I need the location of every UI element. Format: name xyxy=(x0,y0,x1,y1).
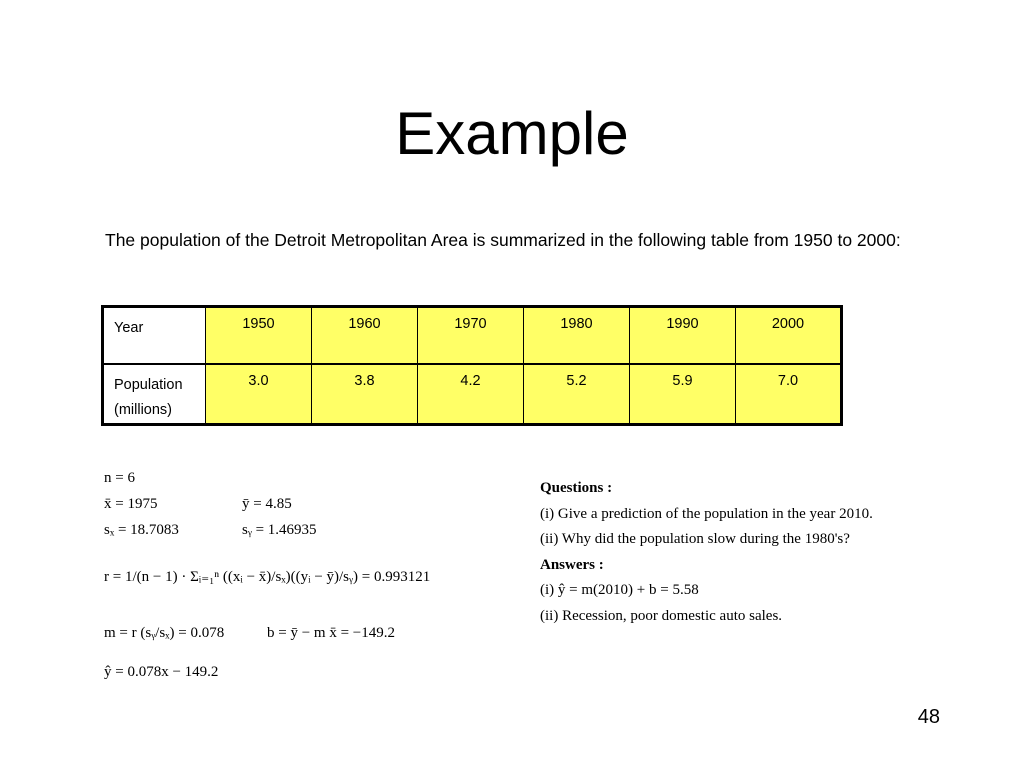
question-1: (i) Give a prediction of the population in the year 2010. xyxy=(540,505,873,522)
year-row xyxy=(103,307,842,364)
y-mean: ȳ = 4.85 xyxy=(242,496,292,512)
year-cell: 1960 xyxy=(312,307,418,364)
x-std-dev: sₓ = 18.7083 xyxy=(104,522,179,538)
population-cell: 5.9 xyxy=(630,364,736,425)
statistics-formulas xyxy=(104,463,504,693)
answer-1: (i) ŷ = m(2010) + b = 5.58 xyxy=(540,582,699,598)
answer-2: (ii) Recession, poor domestic auto sales. xyxy=(540,607,783,624)
slope-formula: m = r (sᵧ/sₓ) = 0.078 xyxy=(104,625,225,641)
answers-heading: Answers : xyxy=(540,556,604,573)
questions-answers xyxy=(540,478,960,631)
intercept-formula: b = ȳ − m x̄ = −149.2 xyxy=(267,625,396,641)
y-std-dev: sᵧ = 1.46935 xyxy=(242,522,317,538)
questions-heading: Questions : xyxy=(540,480,613,496)
slide-title: Example xyxy=(395,100,629,167)
year-cell: 1990 xyxy=(630,307,736,364)
n-value: n = 6 xyxy=(104,470,135,486)
year-header: Year xyxy=(103,307,206,364)
x-mean: x̄ = 1975 xyxy=(104,496,158,512)
question-2: (ii) Why did the population slow during the 1980's? xyxy=(540,531,850,547)
year-cell: 2000 xyxy=(736,307,842,364)
population-cell: 5.2 xyxy=(524,364,630,425)
population-cell: 3.8 xyxy=(312,364,418,425)
regression-equation: ŷ = 0.078x − 149.2 xyxy=(104,664,219,680)
population-cell: 4.2 xyxy=(418,364,524,425)
population-row xyxy=(103,364,842,425)
correlation-formula: r = 1/(n − 1) · Σᵢ₌₁ⁿ ((xᵢ − x̄)/sₓ)((yᵢ − ȳ)/sᵧ) = 0.993121 xyxy=(104,569,431,585)
year-cell: 1950 xyxy=(206,307,312,364)
intro-paragraph: The population of the Detroit Metropolitan Area is summarized in the following table from 1950 to 2000: xyxy=(105,230,901,250)
population-table xyxy=(101,305,843,426)
year-cell: 1970 xyxy=(418,307,524,364)
population-cell: 7.0 xyxy=(736,364,842,425)
year-cell: 1980 xyxy=(524,307,630,364)
page-number: 48 xyxy=(917,706,940,728)
population-cell: 3.0 xyxy=(206,364,312,425)
population-header: Population (millions) xyxy=(103,364,206,425)
